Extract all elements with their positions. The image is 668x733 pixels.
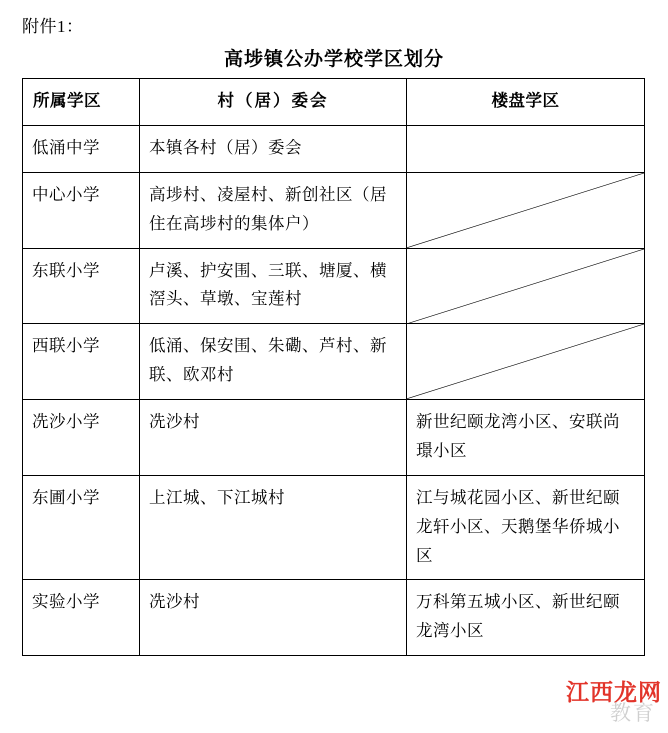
table-row	[23, 400, 645, 476]
attachment-label: 附件1：	[22, 17, 84, 36]
watermark-secondary: 教育	[610, 702, 656, 725]
cell-estate: 江与城花园小区、新世纪颐龙轩小区、天鹅堡华侨城小区	[407, 475, 645, 580]
diagonal-strike-icon	[407, 324, 644, 399]
cell-estate: 万科第五城小区、新世纪颐龙湾小区	[407, 580, 645, 656]
table-row	[23, 125, 645, 172]
school-zone-table	[22, 78, 645, 656]
cell-estate-diagonal	[407, 248, 645, 324]
watermark-main: 江西龙网	[566, 679, 662, 705]
cell-school: 东联小学	[23, 248, 140, 324]
cell-village: 低涌、保安围、朱磡、芦村、新联、欧邓村	[140, 324, 407, 400]
cell-village: 卢溪、护安围、三联、塘厦、横滘头、草墩、宝莲村	[140, 248, 407, 324]
cell-village: 本镇各村（居）委会	[140, 125, 407, 172]
table-header-row	[23, 79, 645, 126]
cell-estate-diagonal	[407, 324, 645, 400]
diagonal-strike-icon	[407, 173, 644, 248]
table-row	[23, 475, 645, 580]
column-header-school: 所属学区	[23, 79, 140, 126]
cell-estate-diagonal	[407, 172, 645, 248]
diagonal-strike-icon	[407, 249, 644, 324]
cell-school: 实验小学	[23, 580, 140, 656]
cell-school: 冼沙小学	[23, 400, 140, 476]
table-row	[23, 324, 645, 400]
column-header-village: 村（居）委会	[140, 79, 407, 126]
cell-village: 冼沙村	[140, 580, 407, 656]
cell-school: 中心小学	[23, 172, 140, 248]
table-row	[23, 248, 645, 324]
cell-estate: 新世纪颐龙湾小区、安联尚璟小区	[407, 400, 645, 476]
cell-estate	[407, 125, 645, 172]
cell-school: 低涌中学	[23, 125, 140, 172]
cell-village: 冼沙村	[140, 400, 407, 476]
column-header-estate: 楼盘学区	[407, 79, 645, 126]
cell-school: 东圃小学	[23, 475, 140, 580]
page-title: 高埗镇公办学校学区划分	[223, 49, 444, 70]
cell-school: 西联小学	[23, 324, 140, 400]
cell-village: 上江城、下江城村	[140, 475, 407, 580]
table-row	[23, 580, 645, 656]
cell-village: 高埗村、凌屋村、新创社区（居住在高埗村的集体户）	[140, 172, 407, 248]
table-row	[23, 172, 645, 248]
